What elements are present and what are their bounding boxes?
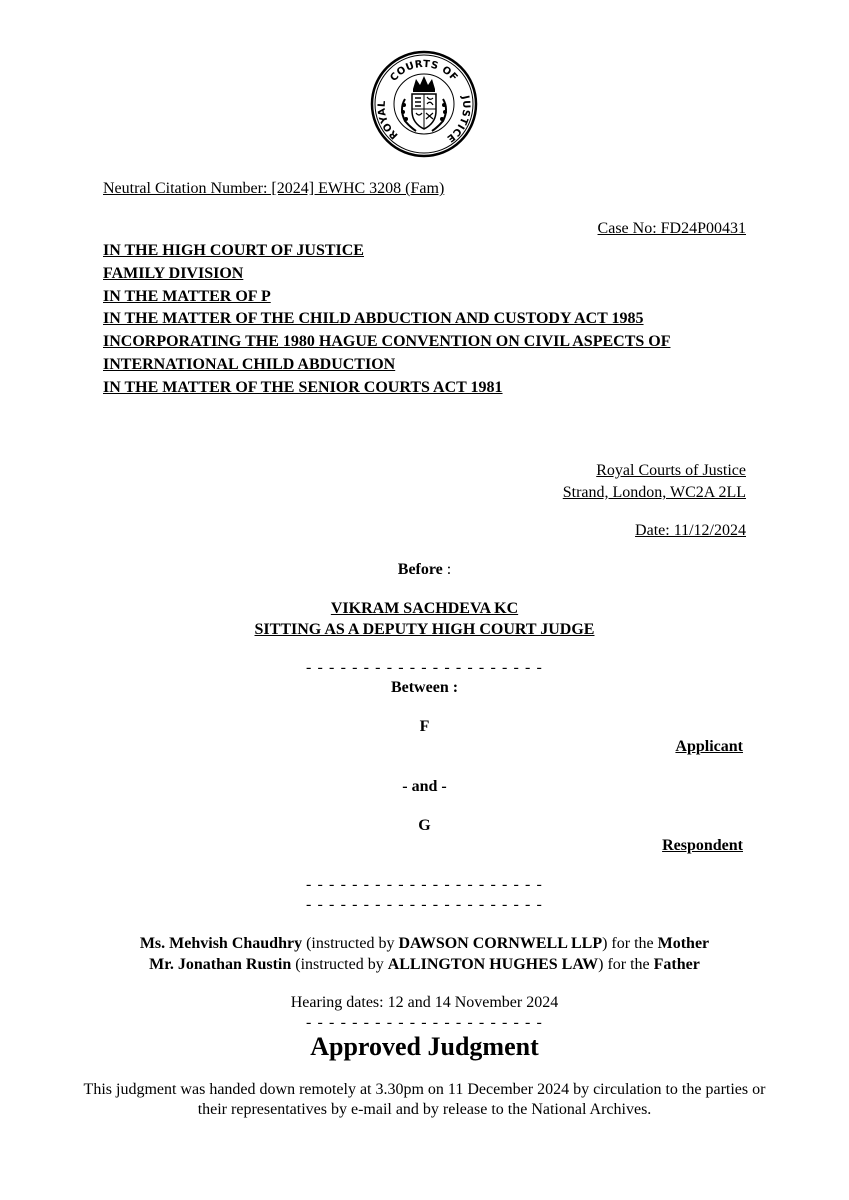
crest-text-right: JUSTICE xyxy=(444,94,472,145)
between-label: Between : xyxy=(390,679,459,696)
crest-seal-icon xyxy=(369,49,479,159)
counsel-name: Mr. Jonathan Rustin xyxy=(149,956,292,973)
court-header xyxy=(103,240,743,400)
judge-name: VIKRAM SACHDEVA KC xyxy=(330,600,519,617)
and-separator: - and - xyxy=(402,778,447,795)
counsel-name: Ms. Mehvish Chaudhry xyxy=(139,935,303,952)
handdown-notice: This judgment was handed down remotely at 3.30pm on 11 December 2024 by circulation to the parties or their representatives by e-mail and by release to the National Archives. xyxy=(83,1081,766,1118)
counsel-for: ) for the xyxy=(598,956,654,973)
address-line-1: Royal Courts of Justice xyxy=(596,462,746,479)
court-header-line: INTERNATIONAL CHILD ABDUCTION xyxy=(103,355,396,373)
court-header-line: IN THE MATTER OF THE SENIOR COURTS ACT 1981 xyxy=(103,378,503,396)
respondent-role: Respondent xyxy=(662,837,743,854)
hearing-dates: Hearing dates: 12 and 14 November 2024 xyxy=(290,994,559,1011)
counsel-party: Father xyxy=(653,956,700,973)
applicant-role: Applicant xyxy=(675,738,743,755)
court-header-line: IN THE HIGH COURT OF JUSTICE xyxy=(103,242,364,259)
court-header-line: IN THE MATTER OF THE CHILD ABDUCTION AND CUSTODY ACT 1985 xyxy=(103,310,644,328)
address-line-2: Strand, London, WC2A 2LL xyxy=(562,484,746,501)
separator: - - - - - - - - - - - - - - - - - - - - - xyxy=(306,1014,543,1031)
judge-block xyxy=(0,598,849,640)
neutral-citation: Neutral Citation Number: [2024] EWHC 3208 (Fam) xyxy=(103,180,445,197)
counsel-line xyxy=(0,954,849,975)
separator: - - - - - - - - - - - - - - - - - - - - - xyxy=(306,659,543,676)
court-address xyxy=(563,460,746,504)
counsel-instructed: (instructed by xyxy=(291,956,388,973)
applicant-name: F xyxy=(419,718,430,735)
counsel-firm: ALLINGTON HUGHES LAW xyxy=(387,956,599,973)
court-header-line: INCORPORATING THE 1980 HAGUE CONVENTION ON CIVIL ASPECTS OF xyxy=(103,333,671,351)
counsel-firm: DAWSON CORNWELL LLP xyxy=(398,935,603,952)
judge-capacity: SITTING AS A DEPUTY HIGH COURT JUDGE xyxy=(254,621,595,638)
before-text: Before xyxy=(397,561,443,578)
document-title: Approved Judgment xyxy=(310,1032,539,1061)
counsel-appearances xyxy=(0,933,849,975)
counsel-line xyxy=(0,933,849,954)
separator: - - - - - - - - - - - - - - - - - - - - - xyxy=(306,876,543,893)
counsel-for: ) for the xyxy=(602,935,658,952)
respondent-name: G xyxy=(418,817,431,834)
court-header-line: IN THE MATTER OF P xyxy=(103,287,271,305)
before-colon: : xyxy=(442,561,452,578)
counsel-instructed: (instructed by xyxy=(302,935,399,952)
before-label xyxy=(0,559,849,581)
crest-text-left: ROYAL xyxy=(376,99,401,141)
royal-courts-crest xyxy=(369,49,479,159)
judgment-date: Date: 11/12/2024 xyxy=(635,522,746,539)
court-header-line: FAMILY DIVISION xyxy=(103,264,244,282)
separator: - - - - - - - - - - - - - - - - - - - - - xyxy=(306,896,543,913)
counsel-party: Mother xyxy=(657,935,710,952)
case-number: Case No: FD24P00431 xyxy=(597,220,746,237)
crest-text-top: COURTS OF xyxy=(388,58,460,84)
